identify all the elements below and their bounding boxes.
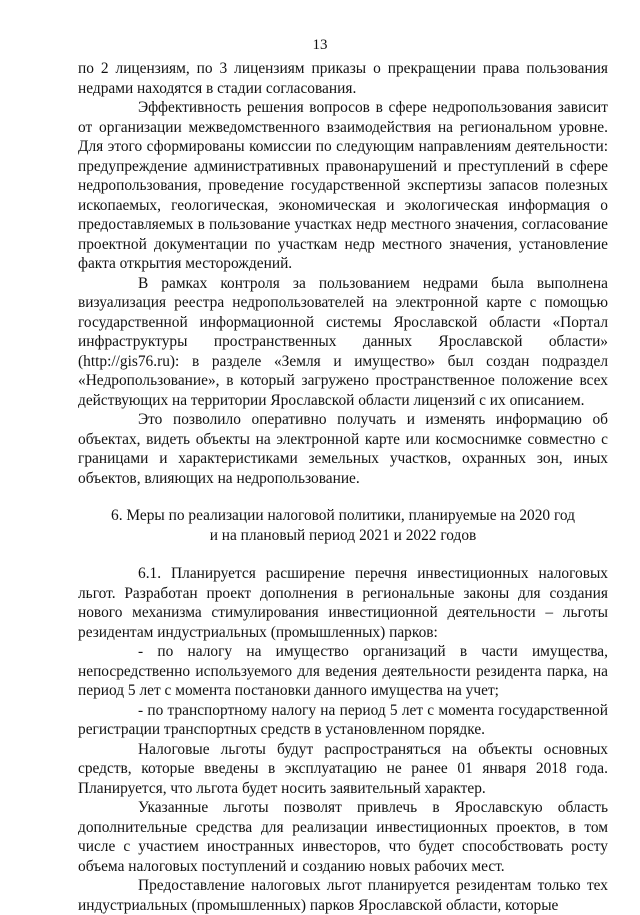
list-item: - по транспортному налогу на период 5 лет с момента государственной регистрации транспортных средств в установленном порядке. [78, 701, 608, 738]
paragraph: Эффективность решения вопросов в сфере недропользования зависит от организации межведомственного взаимодействия на региональном уровне. Для этого сформированы комиссии по следующим направлениям деятельности: предупреждение административных правонарушений и преступлений в сфере недропользования, проведение государственной экспертизы запасов полезных ископаемых, геологическая, экономическая и экологическая информация о предоставляемых в пользование участках недр местного значения, согласование проектной документации по участкам недр местного значения, установление факта открытия месторождений. [78, 99, 608, 272]
section-heading-line: 6. Меры по реализации налоговой политики, планируемые на 2020 год [111, 507, 575, 524]
document-body [78, 59, 608, 915]
paragraph: Это позволило оперативно получать и изменять информацию об объектах, видеть объекты на электронной карте или космоснимке совместно с границами и характеристиками земельных участков, охранных зон, иных объектов, влияющих на недропользование. [78, 411, 608, 487]
page-number: 13 [312, 37, 328, 53]
paragraph: Указанные льготы позволят привлечь в Ярославскую область дополнительные средства для реализации инвестиционных проектов, в том числе с участием иностранных инвесторов, что будет способствовать росту объема налоговых поступлений и созданию новых рабочих мест. [78, 799, 608, 875]
list-item: - по налогу на имущество организаций в части имущества, непосредственно используемого для ведения деятельности резидента парка, на период 5 лет с момента постановки данного имущества на учет; [78, 643, 608, 699]
paragraph: В рамках контроля за пользованием недрами была выполнена визуализация реестра недропользователей на электронной карте с помощью государственной информационной системы Ярославской области «Портал инфраструктуры пространственных данных Ярославской области» (http://gis76.ru): в разделе «Земля и имущество» был создан подраздел «Недропользование», в который загружено пространственное положение всех действующих на территории Ярославской области лицензий с их описанием. [78, 274, 608, 409]
paragraph: 6.1. Планируется расширение перечня инвестиционных налоговых льгот. Разработан проект дополнения в региональные законы для создания нового механизма стимулирования инвестиционной деятельности – льготы резидентам индустриальных (промышленных) парков: [78, 565, 608, 641]
paragraph: Предоставление налоговых льгот планируется резидентам только тех индустриальных (промышленных) парков Ярославской области, которые [78, 877, 608, 914]
section-heading [78, 506, 608, 545]
section-heading-line: и на плановый период 2021 и 2022 годов [209, 526, 477, 544]
paragraph: Налоговые льготы будут распространяться на объекты основных средств, которые введены в эксплуатацию не ранее 01 января 2018 года. Планируется, что льгота будет носить заявительный характер. [78, 740, 608, 797]
paragraph: по 2 лицензиям, по 3 лицензиям приказы о прекращении права пользования недрами находятся в стадии согласования. [78, 60, 608, 97]
